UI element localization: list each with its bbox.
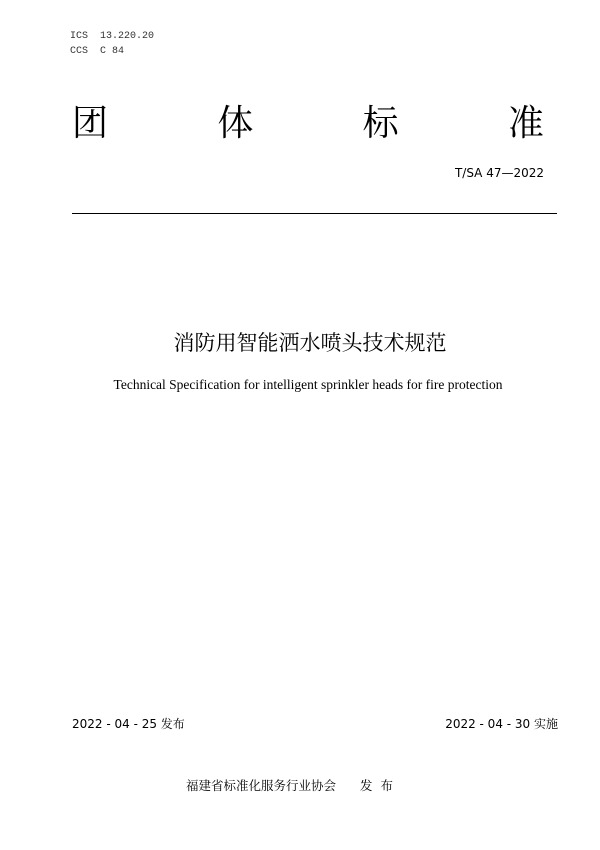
classification-codes xyxy=(70,29,154,59)
issue-date: 2022 - 04 - 25 发布 xyxy=(72,717,185,731)
header-divider xyxy=(72,213,557,214)
heading-char: 准 xyxy=(507,103,544,144)
document-title-chinese: 消防用智能洒水喷头技术规范 xyxy=(173,331,447,355)
standard-number: T/SA 47—2022 xyxy=(454,166,544,180)
ics-code: ICS 13.220.20 xyxy=(70,31,155,42)
publish-label: 发布 xyxy=(360,778,402,793)
heading-char: 团 xyxy=(72,103,109,144)
heading-char: 体 xyxy=(217,103,254,144)
publisher-line xyxy=(186,777,401,795)
publisher-name: 福建省标准化服务行业协会 xyxy=(186,778,337,793)
document-title-english: Technical Specification for intelligent sprinkler heads for fire protection xyxy=(113,377,503,392)
standard-type-heading xyxy=(72,102,544,146)
heading-char: 标 xyxy=(362,103,399,144)
ccs-code: CCS C 84 xyxy=(70,46,125,57)
implementation-date: 2022 - 04 - 30 实施 xyxy=(445,717,558,731)
